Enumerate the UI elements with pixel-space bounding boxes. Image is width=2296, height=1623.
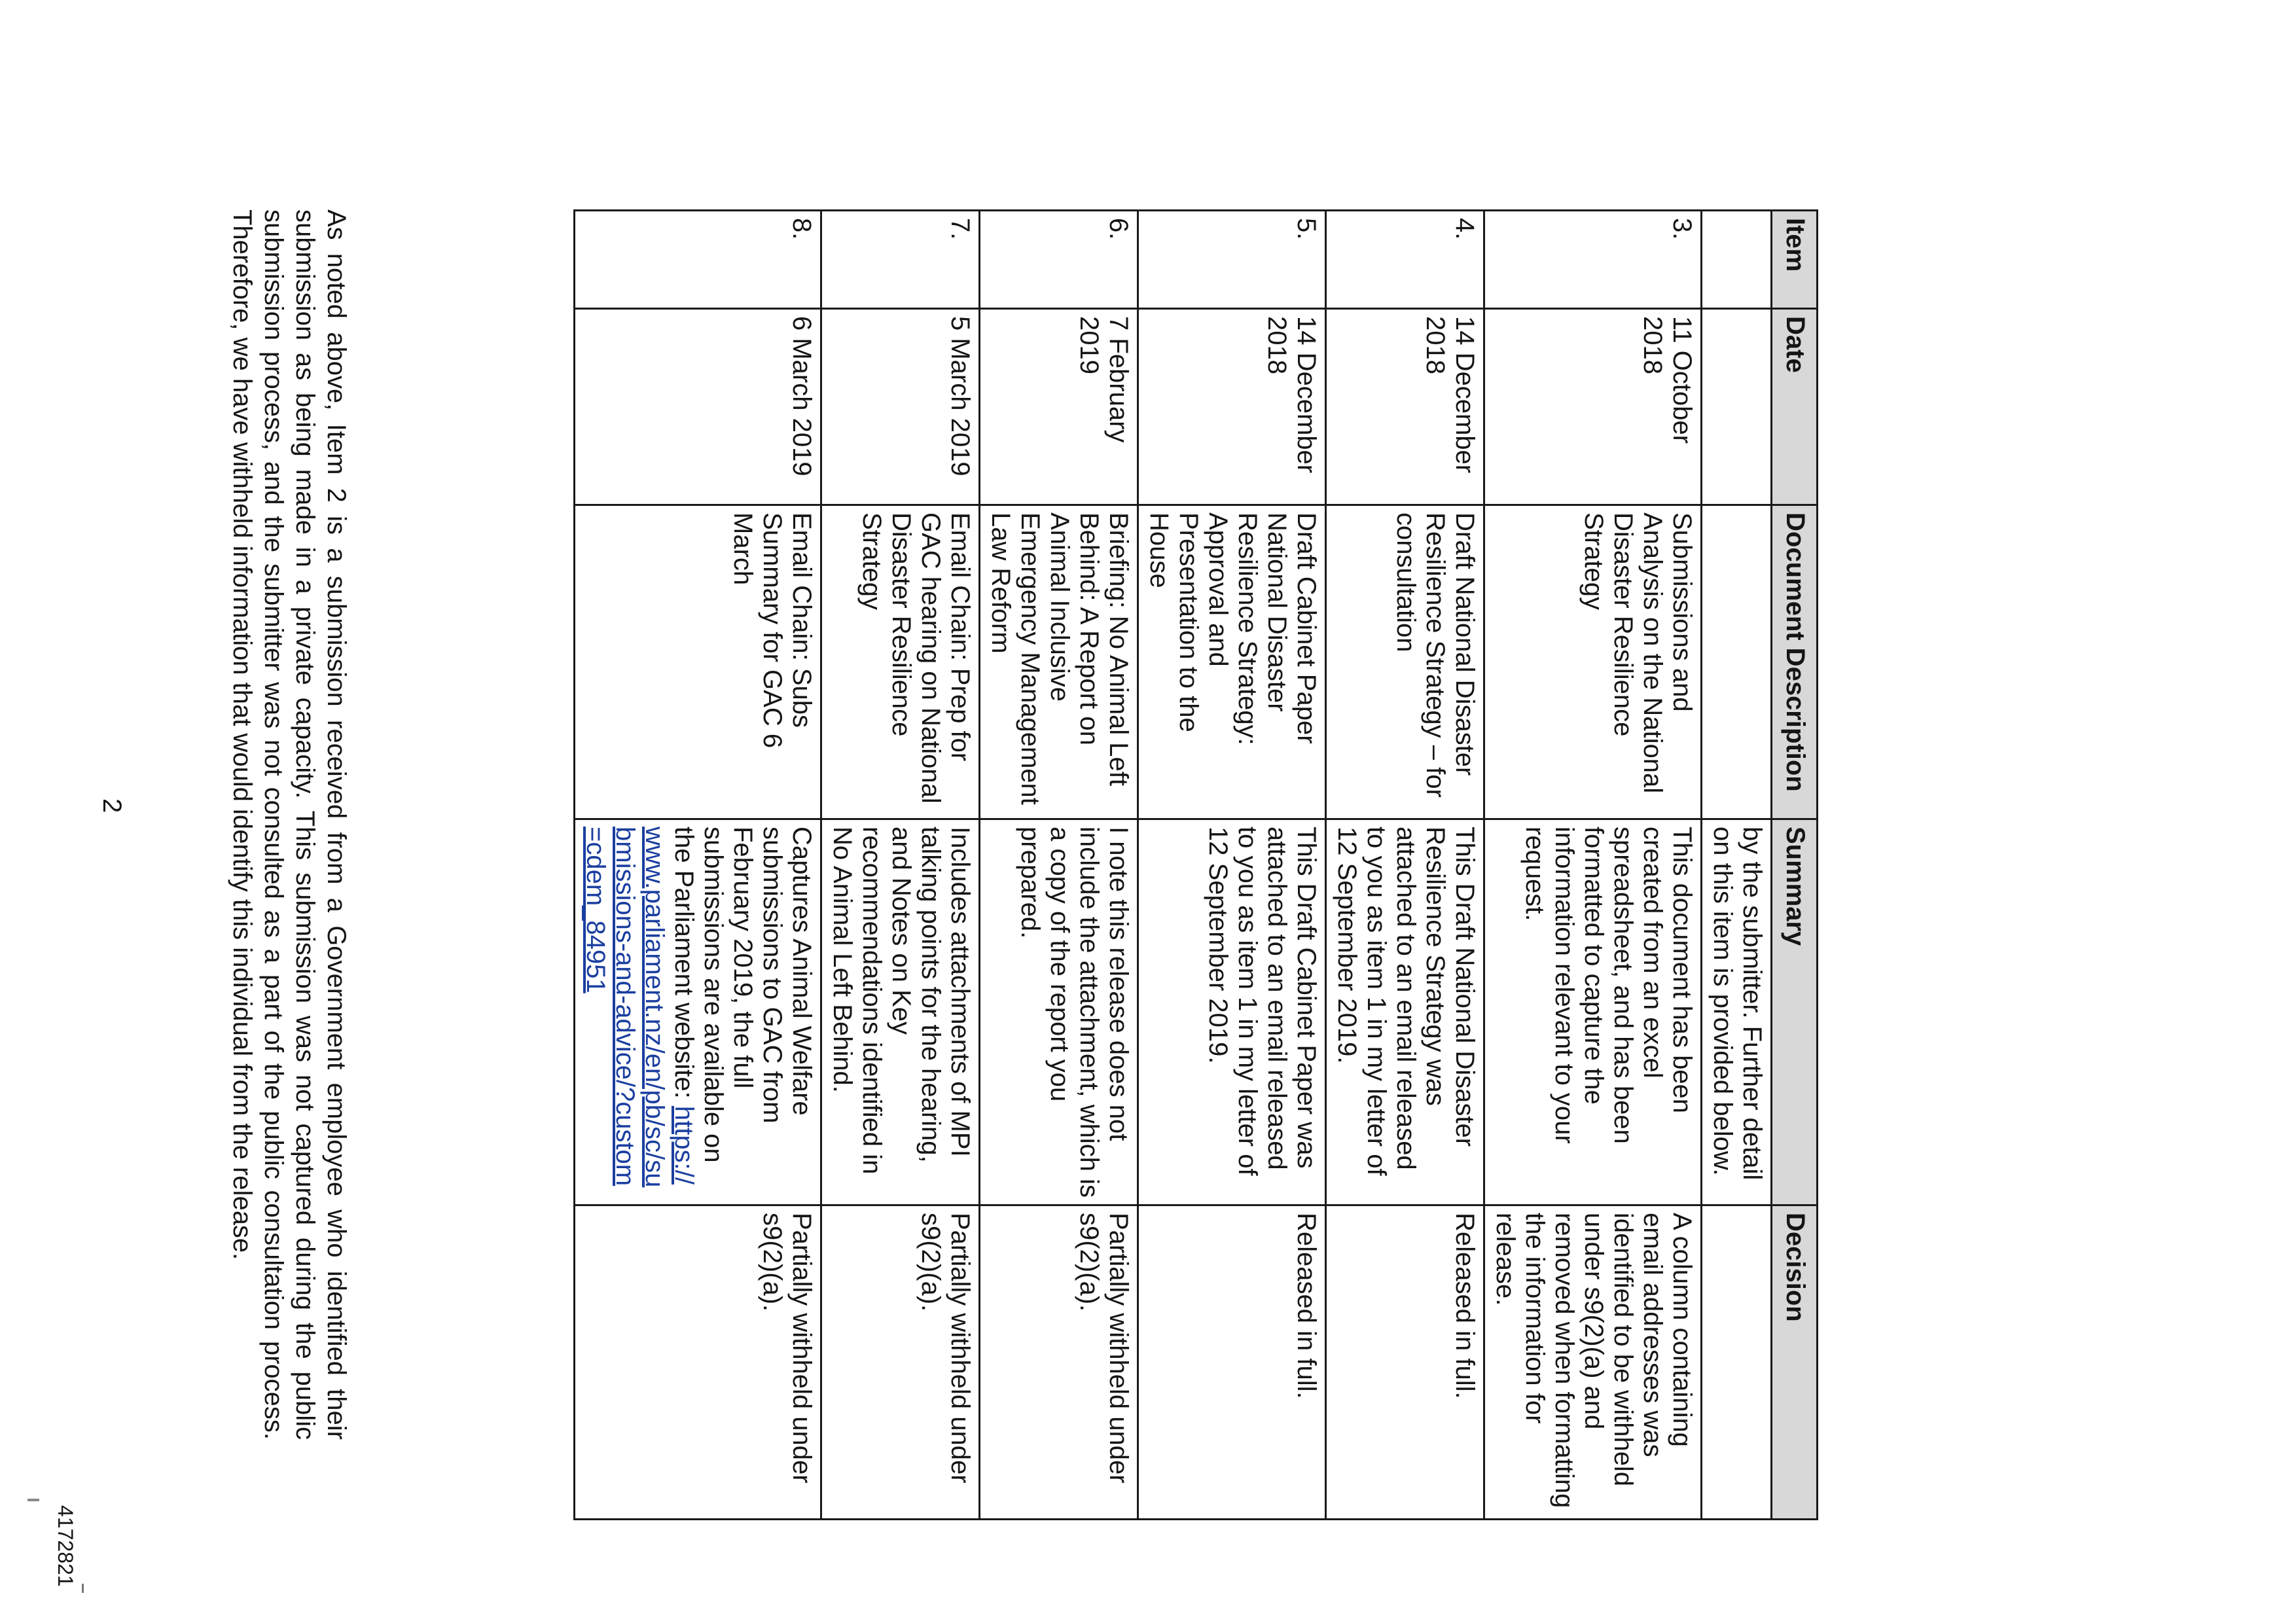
decision-cell: Partially withheld under s9(2)(a). [575,1205,821,1520]
table-header-row [1772,211,1818,1520]
summary-cell: This Draft Cabinet Paper was attached to an email released to you as item 1 in my letter of 12 September 2019. [1138,819,1326,1205]
table-row-continuation [1702,211,1772,1520]
table-row [821,211,980,1520]
date-cell: 6 March 2019 [575,309,821,505]
summary-cell: Includes attachments of MPI talking points for the hearing, and Notes on Key recommendations identified in No Animal Left Behind. [821,819,980,1205]
continuation-summary-cell: by the submitter. Further detail on this item is provided below. [1702,819,1772,1205]
page-number: 2 [98,798,126,813]
header-decision: Decision [1772,1205,1818,1520]
summary-cell: This Draft National Disaster Resilience Strategy was attached to an email released to you as item 1 in my letter of 12 September 2019. [1326,819,1484,1205]
table-row [1484,211,1702,1520]
header-summary: Summary [1772,819,1818,1205]
item-number: 8. [575,211,821,309]
table-row [1326,211,1484,1520]
item-number: 5. [1138,211,1326,309]
summary-cell [575,819,821,1205]
description-cell: Submissions and Analysis on the National Disaster Resilience Strategy [1484,505,1702,819]
decision-cell: A column containing email addresses was identified to be withheld under s9(2)(a) and removed when formatting the information for release. [1484,1205,1702,1520]
decision-cell: Released in full. [1138,1205,1326,1520]
item-number: 4. [1326,211,1484,309]
item-number: 7. [821,211,980,309]
description-cell: Briefing: No Animal Left Behind: A Report on Animal Inclusive Emergency Management Law Reform [980,505,1138,819]
summary-text: Captures Animal Welfare submissions to GAC from February 2019, the full submissions are available on the Parliament website: [670,827,816,1163]
document-reference: 4172821 [54,1505,77,1587]
scan-artifact [82,1584,84,1593]
date-cell: 14 December 2018 [1326,309,1484,505]
item-number: 6. [980,211,1138,309]
table-row [575,211,821,1520]
withholding-note: As noted above, Item 2 is a submission received from a Government employee who identified their submission as being made in a private capacity. This submission was not captured during the public submission process, and the submitter was not consulted as a part of the public consultation process. Therefore, we have withheld information that would identify this individual from the release. [228,209,351,1440]
header-description: Document Description [1772,505,1818,819]
description-cell: Draft Cabinet Paper National Disaster Resilience Strategy: Approval and Presentation to the House [1138,505,1326,819]
scan-artifact [27,1499,39,1501]
parliament-submissions-link[interactable]: https://www.parliament.nz/en/pb/sc/submissions-and-advice/?custom=cdem_84951 [581,827,698,1188]
continuation-decision-cell [1702,1205,1772,1520]
continuation-item-cell [1702,211,1772,309]
header-item: Item [1772,211,1818,309]
summary-cell: I note this release does not include the attachment, which is a copy of the report you prepared. [980,819,1138,1205]
date-cell: 5 March 2019 [821,309,980,505]
continuation-description-cell [1702,505,1772,819]
date-cell: 7 February 2019 [980,309,1138,505]
item-number: 3. [1484,211,1702,309]
description-cell: Email Chain: Prep for GAC hearing on National Disaster Resilience Strategy [821,505,980,819]
table-row [980,211,1138,1520]
decision-cell: Released in full. [1326,1205,1484,1520]
description-cell: Draft National Disaster Resilience Strategy – for consultation [1326,505,1484,819]
decision-cell: Partially withheld under s9(2)(a). [980,1205,1138,1520]
table-row [1138,211,1326,1520]
header-date: Date [1772,309,1818,505]
date-cell: 14 December 2018 [1138,309,1326,505]
decision-cell: Partially withheld under s9(2)(a). [821,1205,980,1520]
documents-table [573,209,1818,1520]
description-cell: Email Chain: Subs Summary for GAC 6 March [575,505,821,819]
summary-cell: This document has been created from an excel spreadsheet, and has been formatted to capture the information relevant to your request. [1484,819,1702,1205]
date-cell: 11 October 2018 [1484,309,1702,505]
continuation-date-cell [1702,309,1772,505]
